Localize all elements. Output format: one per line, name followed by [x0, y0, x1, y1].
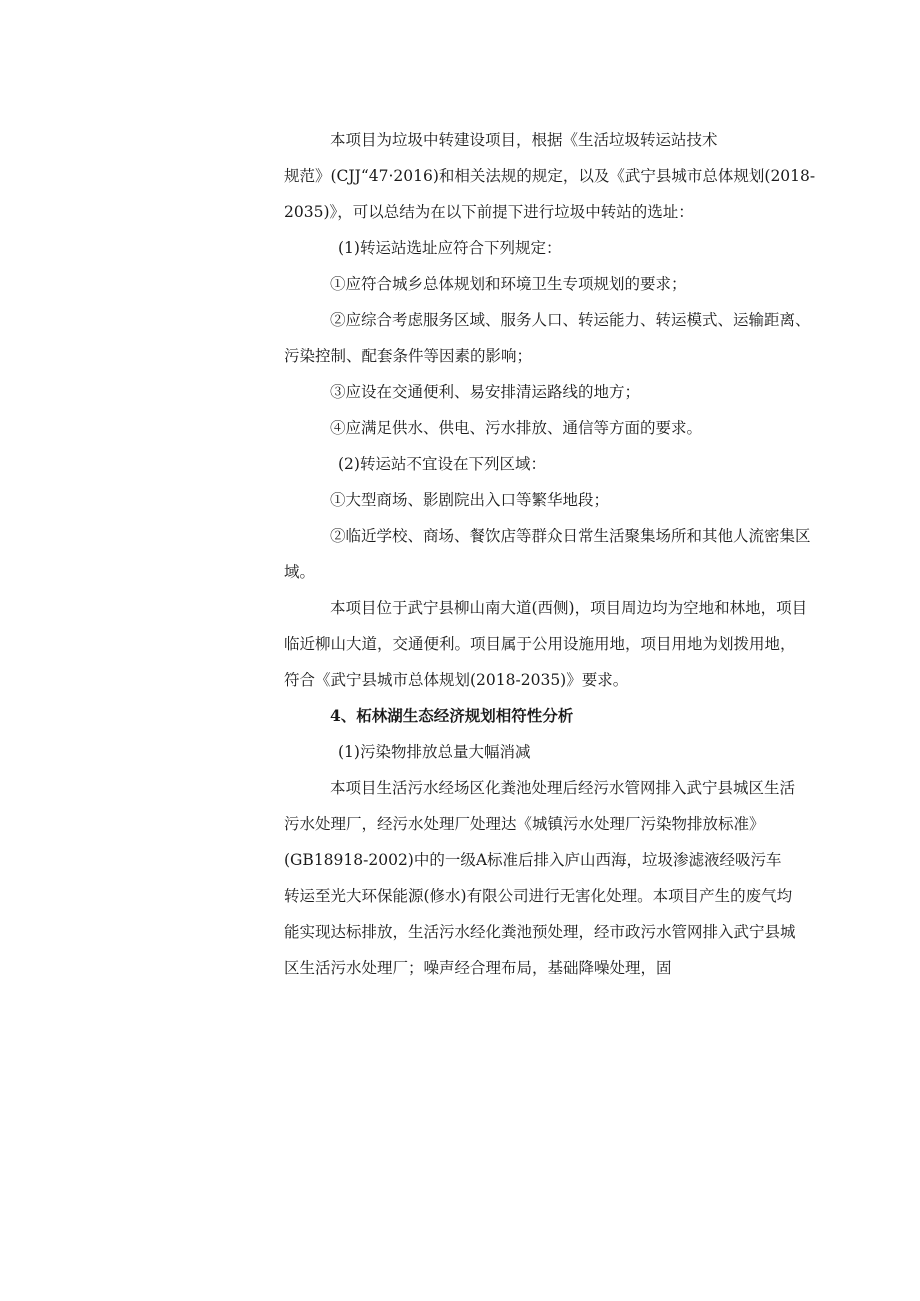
paragraph-line: 转运至光大环保能源(修水)有限公司进行无害化处理。本项目产生的废气均	[284, 887, 793, 905]
list-item: ②临近学校、商场、餐饮店等群众日常生活聚集场所和其他人流密集区	[330, 527, 811, 545]
paragraph-line: 本项目位于武宁县柳山南大道(西侧)，项目周边均为空地和林地，项目	[330, 599, 808, 617]
paragraph-line: 规范》(CJJ“47·2016)和相关法规的规定，以及《武宁县城市总体规划(2018-	[284, 167, 816, 185]
paragraph-line: (GB18918-2002)中的一级A标准后排入庐山西海，垃圾渗滤液经吸污车	[284, 851, 782, 869]
list-item-continuation: 污染控制、配套条件等因素的影响；	[284, 347, 533, 365]
paragraph-line: 能实现达标排放，生活污水经化粪池预处理，经市政污水管网排入武宁县城	[284, 923, 796, 941]
subsection-heading: (1)污染物排放总量大幅消减	[338, 743, 531, 761]
section-heading: (2)转运站不宜设在下列区域：	[338, 455, 546, 473]
paragraph-line: 临近柳山大道，交通便利。项目属于公用设施用地，项目用地为划拨用地，	[284, 635, 796, 653]
list-item: ②应综合考虑服务区域、服务人口、转运能力、转运模式、运输距离、	[330, 311, 811, 329]
paragraph-line: 符合《武宁县城市总体规划(2018-2035)》要求。	[284, 671, 629, 689]
list-item: ①应符合城乡总体规划和环境卫生专项规划的要求；	[330, 275, 687, 293]
paragraph-line: 区生活污水处理厂；噪声经合理布局，基础降噪处理，固	[284, 959, 672, 977]
paragraph-line: 本项目为垃圾中转建设项目，根据《生活垃圾转运站技术	[330, 131, 718, 149]
document-body	[284, 122, 816, 986]
paragraph-line: 本项目生活污水经场区化粪池处理后经污水管网排入武宁县城区生活	[330, 779, 796, 797]
section-title: 4、柘林湖生态经济规划相符性分析	[330, 706, 574, 725]
list-item-continuation: 域。	[284, 563, 316, 581]
list-item: ①大型商场、影剧院出入口等繁华地段；	[330, 491, 610, 509]
paragraph-line: 2035)》，可以总结为在以下前提下进行垃圾中转站的选址：	[284, 203, 694, 221]
section-heading: (1)转运站选址应符合下列规定：	[338, 239, 562, 257]
paragraph-line: 污水处理厂，经污水处理厂处理达《城镇污水处理厂污染物排放标准》	[284, 815, 765, 833]
list-item: ④应满足供水、供电、污水排放、通信等方面的要求。	[330, 419, 703, 437]
list-item: ③应设在交通便利、易安排清运路线的地方；	[330, 383, 641, 401]
